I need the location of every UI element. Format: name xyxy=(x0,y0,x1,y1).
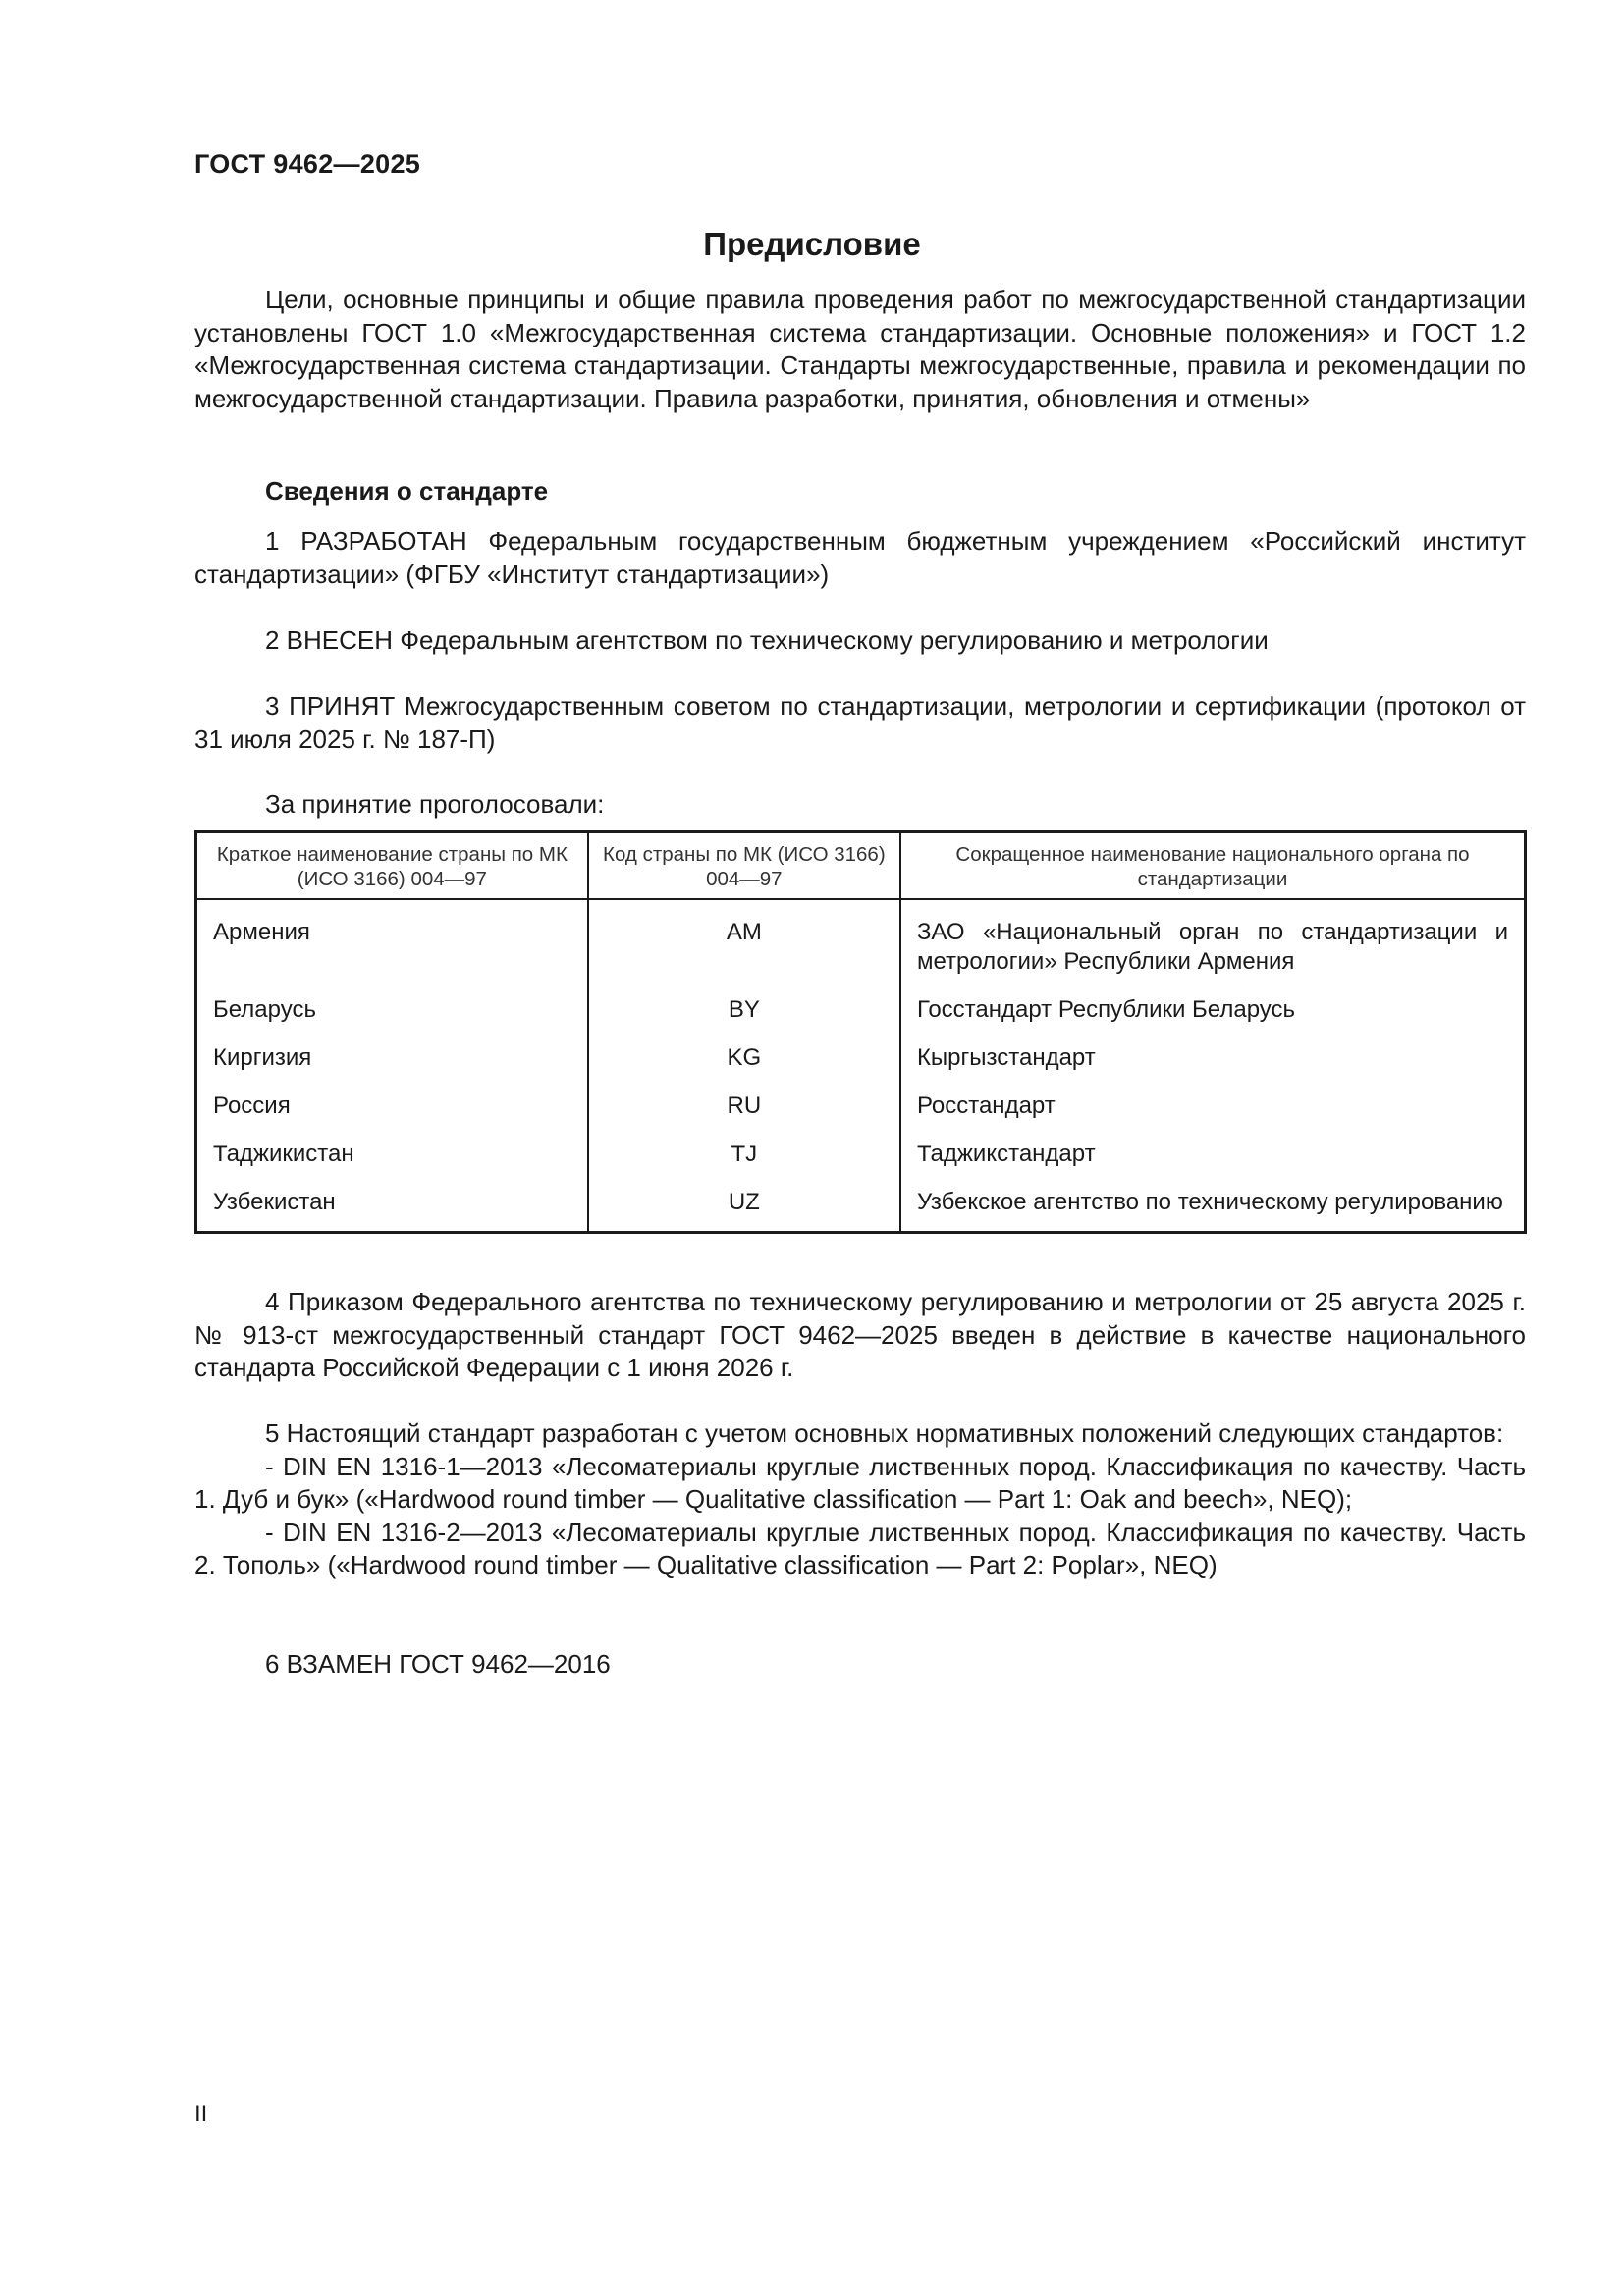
item-5-standard-1: - DIN EN 1316-1—2013 «Лесоматериалы круглые лиственных пород. Классификация по качеству. Часть 1. Дуб и бук» («Hardwood round timber — Qualitative classification — Part 1: Oak and beech», NEQ); xyxy=(194,1451,1526,1514)
intro-paragraph: Цели, основные принципы и общие правила проведения работ по межгосударственной стандартизации установлены ГОСТ 1.0 «Межгосударственная система стандартизации. Основные положения» и ГОСТ 1.2 «Межгосударственная система стандартизации. Стандарты межгосударственные, правила и рекомендации по межгосударственной стандартизации. Правила разработки, принятия, обновления и отмены» xyxy=(194,285,1526,413)
item-5-standard-2: - DIN EN 1316-2—2013 «Лесоматериалы круглые лиственных пород. Классификация по качеству. Часть 2. Тополь» («Hardwood round timber — Qualitative classification — Part 2: Poplar», NEQ) xyxy=(194,1517,1526,1579)
header-org: Сокращенное наименование национального органа по стандартизации xyxy=(900,832,1526,900)
table-row xyxy=(196,1140,1526,1188)
cell-org: Росстандарт xyxy=(900,1092,1526,1140)
cell-country: Киргизия xyxy=(196,1043,588,1092)
item-5-paragraph: 5 Настоящий стандарт разработан с учетом основных нормативных положений следующих стандартов: xyxy=(265,1418,1504,1448)
section-heading: Сведения о стандарте xyxy=(265,476,549,506)
table-row xyxy=(196,1092,1526,1140)
cell-code: AM xyxy=(588,899,900,995)
cell-code: UZ xyxy=(588,1188,900,1233)
voting-table xyxy=(194,830,1527,1234)
voted-label: За принятие проголосовали: xyxy=(265,789,605,819)
item-2-paragraph: 2 ВНЕСЕН Федеральным агентством по техническому регулированию и метрологии xyxy=(265,625,1269,655)
item-6-block xyxy=(194,1648,1526,1682)
item-4-paragraph: 4 Приказом Федерального агентства по техническому регулированию и метрологии от 25 августа 2025 г. № 913-ст межгосударственный стандарт ГОСТ 9462—2025 введен в действие в качестве национального стандарта Российской Федерации с 1 июня 2026 г. xyxy=(194,1287,1526,1382)
table-row xyxy=(196,995,1526,1043)
table-row xyxy=(196,1043,1526,1092)
cell-code: TJ xyxy=(588,1140,900,1188)
voted-block xyxy=(194,788,1526,822)
item-3-block xyxy=(194,690,1526,756)
section-heading-block xyxy=(194,475,1526,508)
cell-country: Армения xyxy=(196,899,588,995)
header-country: Краткое наименование страны по МК (ИСО 3166) 004—97 xyxy=(196,832,588,900)
cell-country: Узбекистан xyxy=(196,1188,588,1233)
table-row xyxy=(196,1188,1526,1233)
item-2-block xyxy=(194,624,1526,658)
cell-org: Таджикстандарт xyxy=(900,1140,1526,1188)
intro-block xyxy=(194,284,1526,415)
table-row xyxy=(196,899,1526,995)
cell-country: Таджикистан xyxy=(196,1140,588,1188)
page-title: Предисловие xyxy=(703,226,921,262)
item-1-paragraph: 1 РАЗРАБОТАН Федеральным государственным бюджетным учреждением «Российский институт стандартизации» (ФГБУ «Институт стандартизации») xyxy=(194,526,1526,589)
header-code: Код страны по МК (ИСО 3166) 004—97 xyxy=(588,832,900,900)
item-5-block xyxy=(194,1417,1526,1582)
page-number: II xyxy=(194,2101,208,2127)
cell-code: KG xyxy=(588,1043,900,1092)
cell-org: Госстандарт Республики Беларусь xyxy=(900,995,1526,1043)
cell-country: Россия xyxy=(196,1092,588,1140)
cell-org: ЗАО «Национальный орган по стандартизации и метрологии» Республики Армения xyxy=(900,899,1526,995)
table-header-row xyxy=(196,832,1526,900)
item-4-block xyxy=(194,1286,1526,1385)
item-3-paragraph: 3 ПРИНЯТ Межгосударственным советом по стандартизации, метрологии и сертификации (протокол от 31 июля 2025 г. № 187-П) xyxy=(194,691,1526,754)
cell-code: RU xyxy=(588,1092,900,1140)
item-1-block xyxy=(194,525,1526,591)
cell-org: Кыргызстандарт xyxy=(900,1043,1526,1092)
cell-code: BY xyxy=(588,995,900,1043)
cell-country: Беларусь xyxy=(196,995,588,1043)
cell-org: Узбекское агентство по техническому регулированию xyxy=(900,1188,1526,1233)
document-header: ГОСТ 9462—2025 xyxy=(194,149,421,179)
item-6-paragraph: 6 ВЗАМЕН ГОСТ 9462—2016 xyxy=(265,1649,611,1679)
